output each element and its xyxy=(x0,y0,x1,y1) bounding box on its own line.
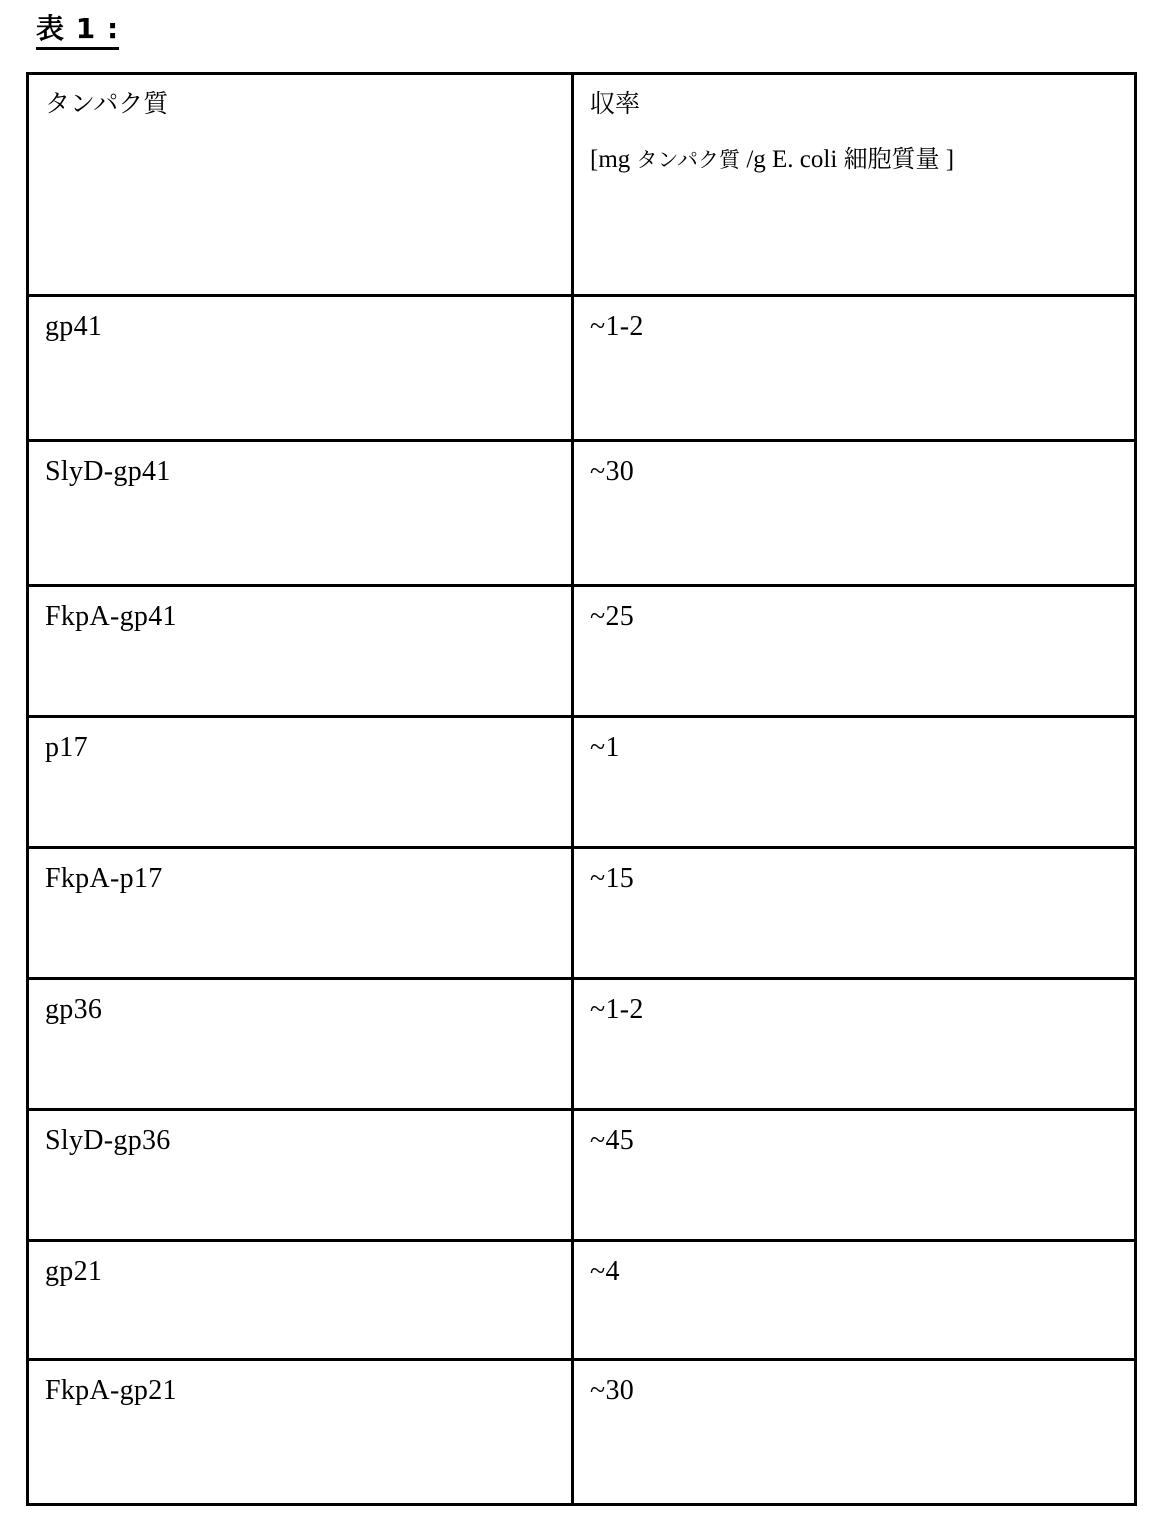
table-row xyxy=(28,296,1136,441)
table-header xyxy=(28,74,1136,296)
table-body xyxy=(28,296,1136,1505)
cell-protein: SlyD-gp36 xyxy=(28,1110,573,1241)
cell-protein: p17 xyxy=(28,717,573,848)
cell-protein: SlyD-gp41 xyxy=(28,441,573,586)
header-cell-yield xyxy=(573,74,1136,296)
table-row xyxy=(28,979,1136,1110)
table-row xyxy=(28,1360,1136,1505)
header-yield-units-cell: 細胞質量 xyxy=(843,145,940,173)
cell-yield: ~25 xyxy=(573,586,1136,717)
cell-yield: ~15 xyxy=(573,848,1136,979)
header-yield-units-open: [ xyxy=(590,146,599,173)
table-header-row xyxy=(28,74,1136,296)
cell-yield: ~30 xyxy=(573,1360,1136,1505)
table-row xyxy=(28,1110,1136,1241)
cell-yield: ~1 xyxy=(573,717,1136,848)
table-row xyxy=(28,586,1136,717)
header-yield-label: 収率 xyxy=(590,89,641,118)
cell-protein: FkpA-gp41 xyxy=(28,586,573,717)
yield-table xyxy=(26,72,1137,1506)
cell-protein: FkpA-p17 xyxy=(28,848,573,979)
header-yield-units-close: ] xyxy=(945,146,955,173)
table-row xyxy=(28,848,1136,979)
table-row xyxy=(28,1241,1136,1360)
header-yield-units-mid: /g E. coli xyxy=(746,146,838,173)
header-protein-label: タンパク質 xyxy=(45,89,169,118)
cell-yield: ~45 xyxy=(573,1110,1136,1241)
cell-protein: gp36 xyxy=(28,979,573,1110)
table-caption: 表 1 : xyxy=(36,14,119,50)
cell-protein: gp21 xyxy=(28,1241,573,1360)
cell-yield: ~1-2 xyxy=(573,296,1136,441)
table-container xyxy=(26,72,1134,1506)
header-yield-units-protein: タンパク質 xyxy=(636,148,741,172)
table-caption-container xyxy=(36,14,119,50)
cell-protein: gp41 xyxy=(28,296,573,441)
cell-protein: FkpA-gp21 xyxy=(28,1360,573,1505)
header-yield-units xyxy=(590,145,1118,175)
cell-yield: ~30 xyxy=(573,441,1136,586)
cell-yield: ~1-2 xyxy=(573,979,1136,1110)
table-row xyxy=(28,717,1136,848)
header-cell-protein xyxy=(28,74,573,296)
header-yield-units-mg: mg xyxy=(598,146,631,173)
table-row xyxy=(28,441,1136,586)
cell-yield: ~4 xyxy=(573,1241,1136,1360)
